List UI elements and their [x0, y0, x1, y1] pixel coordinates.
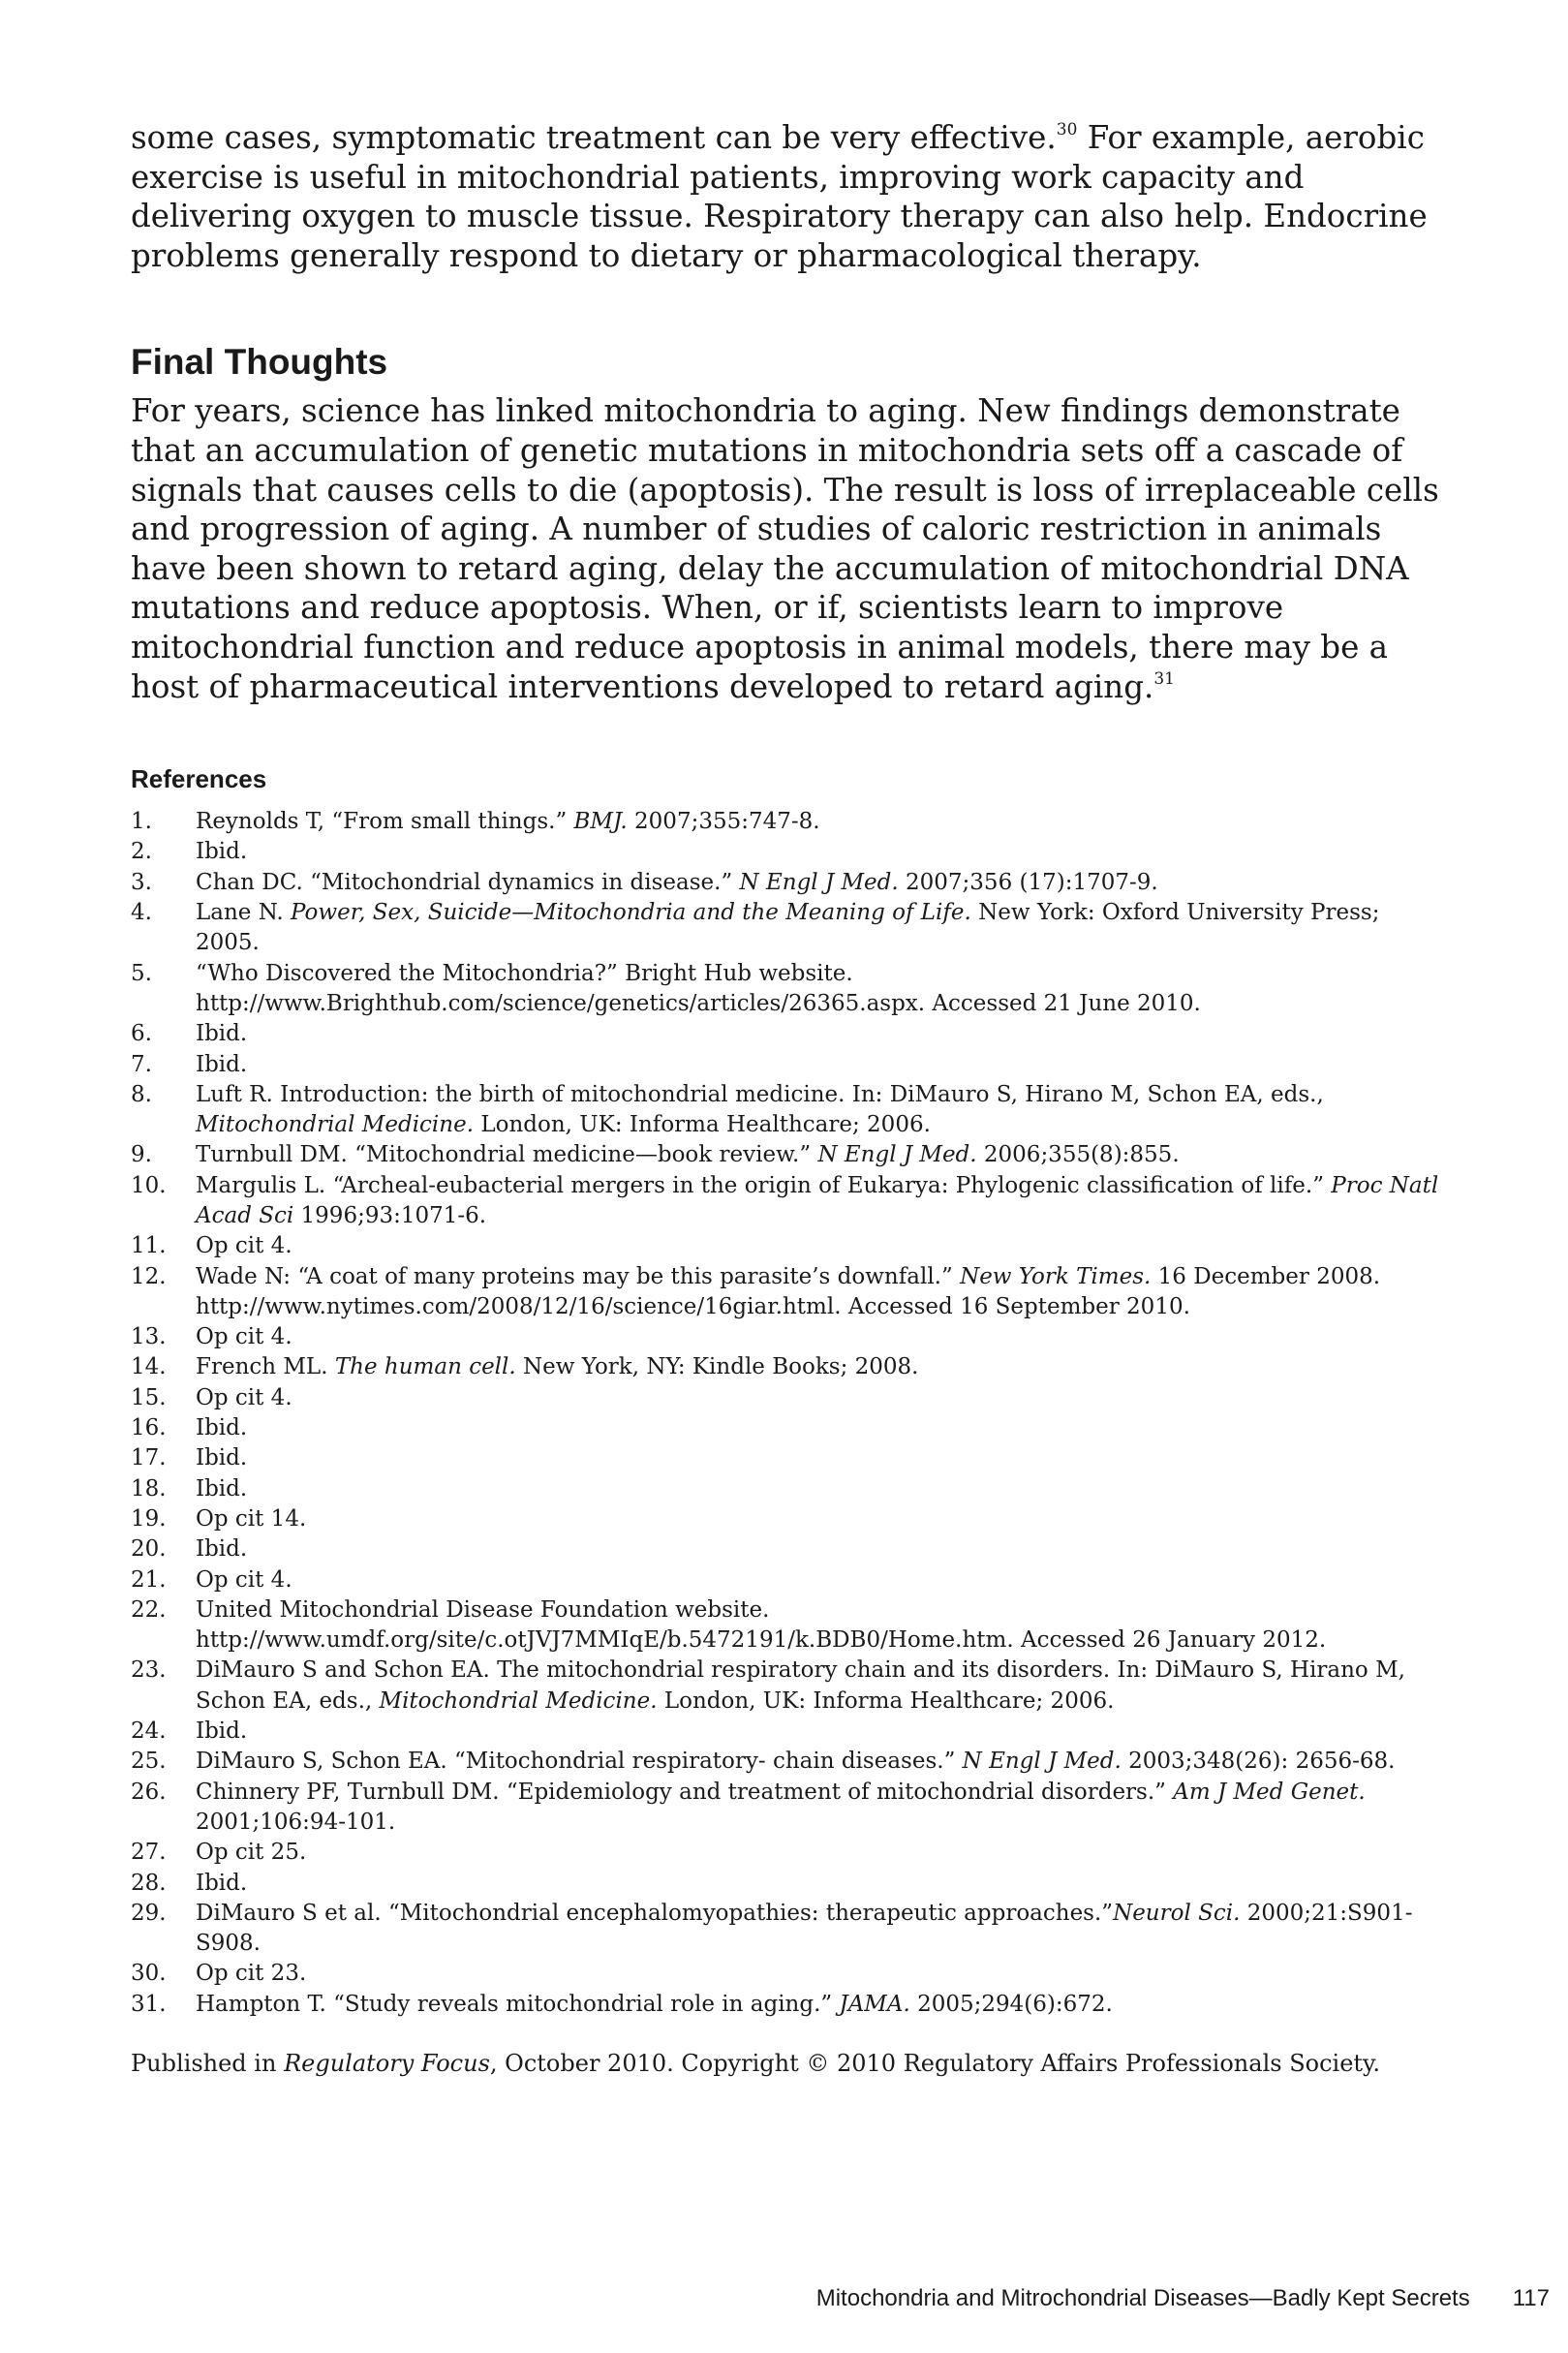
- reference-text: Hampton T. “Study reveals mitochondrial role in aging.” JAMA. 2005;294(6):672.: [196, 1991, 1113, 2017]
- reference-number: 30.: [131, 1961, 167, 1987]
- reference-text: Op cit 25.: [196, 1840, 307, 1866]
- reference-number: 23.: [131, 1657, 167, 1684]
- reference-source: Power, Sex, Suicide—Mitochondria and the Meaning of Life.: [291, 900, 971, 926]
- running-title: Mitochondria and Mitrochondrial Diseases—Badly Kept Secrets: [815, 2285, 1470, 2311]
- reference-item: [131, 1171, 1443, 1232]
- reference-text: Op cit 4.: [196, 1384, 292, 1410]
- reference-item: [131, 1899, 1443, 1960]
- reference-text: Ibid.: [196, 1718, 248, 1745]
- reference-item: [131, 898, 1443, 959]
- reference-text: “Who Discovered the Mitochondria?” Bright Hub website. http://www.Brighthub.com/science/genetics/articles/26365.aspx. Accessed 21 June 2010.: [196, 960, 1201, 1016]
- reference-text: DiMauro S, Schon EA. “Mitochondrial respiratory- chain diseases.” N Engl J Med. 2003;348(26): 2656-68.: [196, 1749, 1396, 1775]
- reference-text: Op cit 4.: [196, 1233, 292, 1259]
- reference-item: [131, 837, 1443, 867]
- reference-item: [131, 1869, 1443, 1899]
- reference-number: 20.: [131, 1536, 167, 1563]
- references-list: [131, 807, 1443, 2020]
- reference-number: 19.: [131, 1505, 167, 1532]
- reference-item: [131, 1534, 1443, 1564]
- reference-text: Ibid.: [196, 1051, 248, 1077]
- reference-number: 14.: [131, 1354, 167, 1380]
- reference-number: 17.: [131, 1445, 167, 1471]
- page-number: 117: [1512, 2285, 1550, 2311]
- reference-number: 15.: [131, 1384, 167, 1410]
- reference-text: DiMauro S et al. “Mitochondrial encephalomyopathies: therapeutic approaches.”Neurol Sci. 2000;21:S901-S908.: [196, 1900, 1413, 1957]
- reference-source: New York Times.: [960, 1263, 1152, 1289]
- reference-text: French ML. The human cell. New York, NY: Kindle Books; 2008.: [196, 1354, 919, 1380]
- reference-number: 24.: [131, 1718, 167, 1745]
- reference-source: N Engl J Med.: [962, 1749, 1122, 1775]
- reference-text: Chinnery PF, Turnbull DM. “Epidemiology and treatment of mitochondrial disorders.” Am J Med Genet. 2001;106:94-101.: [196, 1779, 1366, 1835]
- reference-item: [131, 1322, 1443, 1352]
- publication-note: Published in Regulatory Focus, October 2010. Copyright © 2010 Regulatory Affairs Professionals Society.: [131, 2050, 1381, 2077]
- reference-number: 3.: [131, 869, 152, 895]
- reference-text: Op cit 4.: [196, 1324, 292, 1350]
- reference-number: 13.: [131, 1324, 167, 1350]
- final-thoughts-paragraph: For years, science has linked mitochondria to aging. New findings demonstrate that an accumulation of genetic mutations in mitochondria sets off a cascade of signals that causes cells to die (apoptosis). The result is loss of irreplaceable cells and progression of aging. A number of studies of caloric restriction in animals have been shown to retard aging, delay the accumulation of mitochondrial DNA mutations and reduce apoptosis. When, or if, scientists learn to improve mitochondrial function and reduce apoptosis in animal models, there may be a host of pharmaceutical interventions developed to retard aging.$^{31}$: [131, 392, 1439, 705]
- reference-number: 11.: [131, 1233, 167, 1259]
- reference-number: 16.: [131, 1415, 167, 1441]
- reference-item: [131, 868, 1443, 898]
- reference-item: [131, 1383, 1443, 1413]
- reference-item: [131, 959, 1443, 1020]
- reference-text: Op cit 14.: [196, 1505, 307, 1532]
- reference-source: Mitochondrial Medicine.: [196, 1112, 475, 1138]
- reference-number: 5.: [131, 960, 152, 986]
- reference-item: [131, 1050, 1443, 1080]
- reference-text: Ibid.: [196, 1536, 248, 1563]
- reference-item: [131, 1778, 1443, 1839]
- reference-text: Chan DC. “Mitochondrial dynamics in disease.” N Engl J Med. 2007;356 (17):1707-9.: [196, 869, 1158, 895]
- reference-item: [131, 1262, 1443, 1323]
- reference-item: [131, 1474, 1443, 1504]
- reference-text: Ibid.: [196, 839, 248, 865]
- reference-number: 6.: [131, 1021, 152, 1047]
- reference-item: [131, 1019, 1443, 1049]
- reference-text: Op cit 4.: [196, 1566, 292, 1593]
- reference-text: Ibid.: [196, 1475, 248, 1502]
- reference-source: Neurol Sci.: [1113, 1900, 1241, 1926]
- reference-text: Ibid.: [196, 1870, 248, 1896]
- reference-item: [131, 1504, 1443, 1534]
- reference-text: Turnbull DM. “Mitochondrial medicine—book review.” N Engl J Med. 2006;355(8):855.: [196, 1142, 1180, 1168]
- reference-number: 25.: [131, 1749, 167, 1775]
- reference-number: 8.: [131, 1081, 152, 1107]
- reference-text: Ibid.: [196, 1021, 248, 1047]
- reference-text: Margulis L. “Archeal-eubacterial mergers in the origin of Eukarya: Phylogenic classification of life.” Proc Natl Acad Sci 1996;93:1071-6.: [196, 1172, 1439, 1228]
- intro-paragraph: some cases, symptomatic treatment can be very effective.$^{30}$ For example, aerobic exercise is useful in mitochondrial patients, improving work capacity and delivering oxygen to muscle tissue. Respiratory therapy can also help. Endocrine problems generally respond to dietary or pharmacological therapy.: [131, 119, 1428, 274]
- reference-number: 26.: [131, 1779, 167, 1805]
- reference-number: 31.: [131, 1991, 167, 2017]
- reference-item: [131, 1231, 1443, 1261]
- document-page: [131, 118, 1443, 2079]
- reference-number: 9.: [131, 1142, 152, 1168]
- reference-number: 12.: [131, 1263, 167, 1289]
- reference-item: [131, 1990, 1443, 2020]
- reference-item: [131, 1140, 1443, 1170]
- reference-text: United Mitochondrial Disease Foundation website. http://www.umdf.org/site/c.otJVJ7MMIqE/b.5472191/k.BDB0/Home.htm. Accessed 26 January 2012.: [196, 1596, 1327, 1654]
- reference-number: 21.: [131, 1566, 167, 1593]
- reference-number: 10.: [131, 1172, 167, 1198]
- reference-text: Ibid.: [196, 1445, 248, 1471]
- references-heading: References: [131, 764, 267, 794]
- reference-source: BMJ.: [573, 809, 628, 835]
- reference-item: [131, 1595, 1443, 1656]
- reference-source: JAMA.: [839, 1991, 910, 2017]
- reference-number: 4.: [131, 900, 152, 926]
- reference-text: Wade N: “A coat of many proteins may be this parasite’s downfall.” New York Times. 16 December 2008. http://www.nytimes.com/2008/12/16/science/16giar.html. Accessed 16 September 2010.: [196, 1263, 1381, 1319]
- reference-source: N Engl J Med.: [739, 869, 899, 895]
- footnote-ref-31: 31: [1153, 668, 1175, 689]
- reference-item: [131, 1838, 1443, 1868]
- reference-item: [131, 1565, 1443, 1595]
- reference-source: The human cell.: [334, 1354, 516, 1380]
- reference-number: 18.: [131, 1475, 167, 1502]
- reference-item: [131, 807, 1443, 837]
- reference-number: 2.: [131, 839, 152, 865]
- reference-text: Luft R. Introduction: the birth of mitochondrial medicine. In: DiMauro S, Hirano M, Schon EA, eds., Mitochondrial Medicine. London, UK: Informa Healthcare; 2006.: [196, 1081, 1324, 1138]
- reference-item: [131, 1717, 1443, 1747]
- reference-item: [131, 1080, 1443, 1141]
- reference-item: [131, 1413, 1443, 1443]
- reference-number: 27.: [131, 1840, 167, 1866]
- reference-item: [131, 1656, 1443, 1717]
- reference-number: 29.: [131, 1900, 167, 1926]
- reference-number: 7.: [131, 1051, 152, 1077]
- reference-text: Reynolds T, “From small things.” BMJ. 2007;355:747-8.: [196, 809, 820, 835]
- reference-text: Op cit 23.: [196, 1961, 307, 1987]
- reference-item: [131, 1352, 1443, 1382]
- reference-item: [131, 1747, 1443, 1777]
- section-heading-final-thoughts: Final Thoughts: [131, 342, 388, 383]
- reference-text: DiMauro S and Schon EA. The mitochondrial respiratory chain and its disorders. In: DiMauro S, Hirano M, Schon EA, eds., Mitochondrial Medicine. London, UK: Informa Healthcare; 2006.: [196, 1657, 1405, 1714]
- footnote-ref-30: 30: [1056, 120, 1078, 140]
- reference-item: [131, 1959, 1443, 1989]
- reference-number: 28.: [131, 1870, 167, 1896]
- reference-item: [131, 1443, 1443, 1473]
- page-footer: [581, 2284, 1550, 2313]
- reference-number: 1.: [131, 809, 152, 835]
- reference-source: Am J Med Genet.: [1173, 1779, 1366, 1805]
- reference-source: N Engl J Med.: [817, 1142, 977, 1168]
- reference-text: Ibid.: [196, 1415, 248, 1441]
- reference-source: Mitochondrial Medicine.: [379, 1687, 658, 1714]
- reference-source: Proc Natl Acad Sci: [196, 1172, 1439, 1228]
- reference-number: 22.: [131, 1596, 167, 1623]
- reference-text: Lane N. Power, Sex, Suicide—Mitochondria and the Meaning of Life. New York: Oxford University Press; 2005.: [196, 900, 1380, 956]
